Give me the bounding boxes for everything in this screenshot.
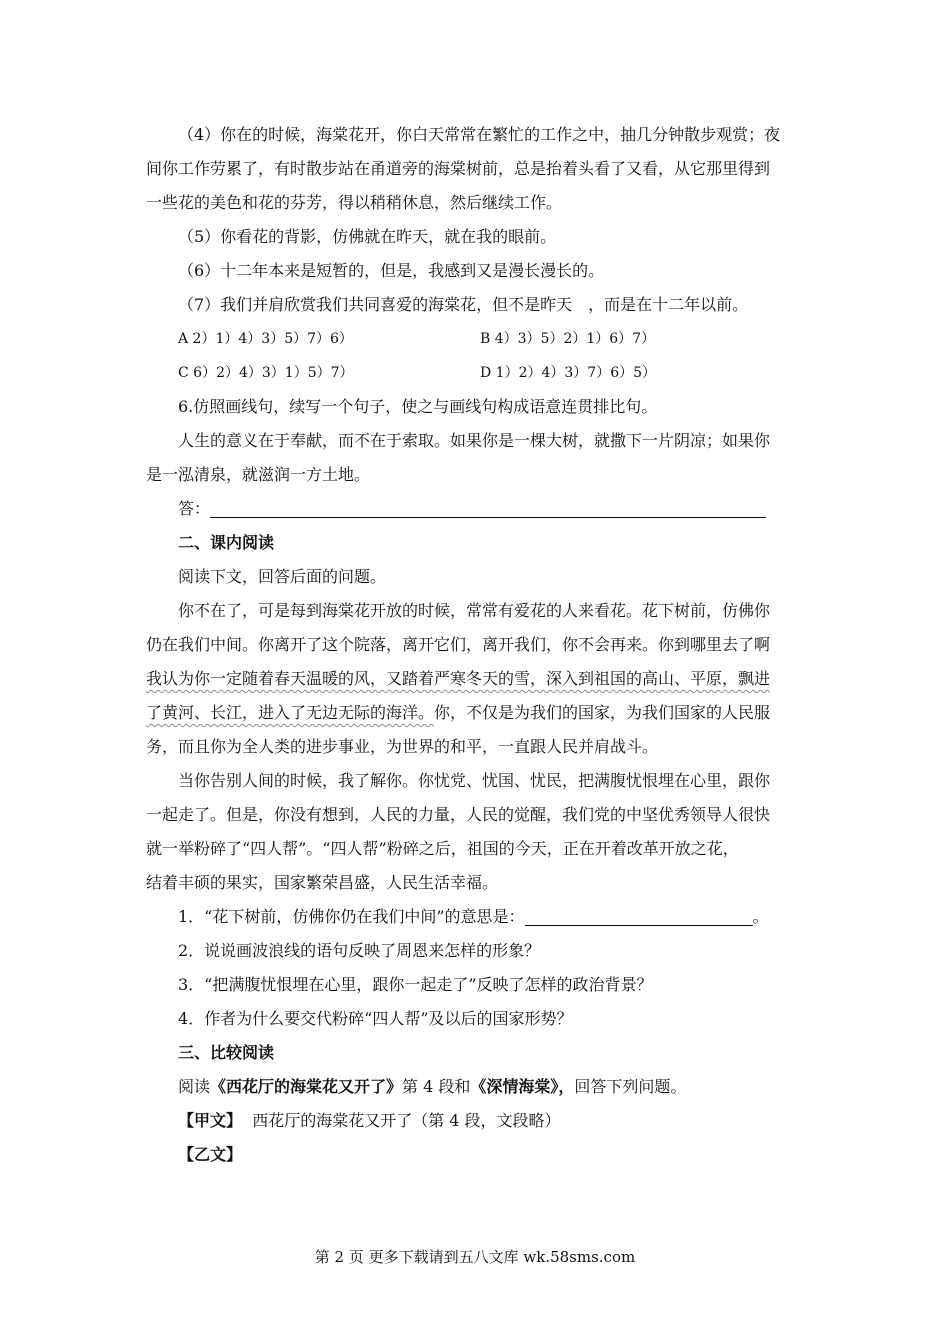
option-a: A 2）1）4）3）5）7）6） (178, 331, 353, 347)
passage-1-line-4-rest: 你，不仅是为我们的国家，为我们国家的人民服 (434, 703, 771, 722)
page-footer: 第 2 页 更多下载请到五八文库 wk.58sms.com (314, 1248, 636, 1266)
text-jia-label: 【甲文】 (178, 1111, 243, 1130)
options-row-2 (146, 356, 810, 390)
item-5: （5）你看花的背影，仿佛就在昨天，就在我的眼前。 (178, 227, 557, 246)
passage-1-line-4 (146, 696, 810, 730)
option-b: B 4）3）5）2）1）6）7） (480, 331, 656, 347)
wavy-underlined-sentence-part-1: 我认为你一定随着春天温暖的风，又踏着严寒冬天的雪，深入到祖国的高山、平原，飘进 (146, 669, 771, 688)
section-3-heading: 三、比较阅读 (178, 1043, 275, 1062)
question-6-prompt: 6.仿照画线句，续写一个句子，使之与画线句构成语意连贯排比句。 (178, 397, 658, 416)
answer-label: 答： (178, 499, 211, 518)
section-2-heading: 二、课内阅读 (178, 533, 275, 552)
question-2: 2．说说画波浪线的语句反映了周恩来怎样的形象？ (178, 941, 541, 960)
passage-2-line-4: 结着丰硕的果实，国家繁荣昌盛，人民生活幸福。 (146, 873, 499, 892)
section-3-instruction (146, 1070, 810, 1104)
section-2-instruction: 阅读下文，回答后面的问题。 (178, 567, 387, 586)
passage-2-line-1: 当你告别人间的时候，我了解你。你忧党、忧国、忧民，把满腹忧恨埋在心里，跟你 (178, 771, 771, 790)
text-jia-content: 西花厅的海棠花又开了（第 4 段，文段略） (252, 1111, 561, 1130)
question-1-blank[interactable] (525, 907, 753, 926)
item-4-line-3: 一些花的美色和花的芬芳，得以稍稍休息，然后继续工作。 (146, 193, 563, 212)
item-6: （6）十二年本来是短暂的，但是，我感到又是漫长漫长的。 (178, 261, 605, 280)
passage-1-line-2: 仍在我们中间。你离开了这个院落，离开它们，离开我们，你不会再来。你到哪里去了啊 (146, 635, 771, 654)
question-6-answer (146, 492, 810, 526)
answer-blank-line[interactable] (210, 499, 766, 518)
options-row-1 (146, 322, 810, 356)
passage-1-line-3 (146, 662, 810, 696)
option-d: D 1）2）4）3）7）6）5） (480, 365, 657, 381)
title-1: 《西花厅的海棠花又开了》 (210, 1077, 403, 1096)
content-body (146, 118, 810, 1172)
item-4-line-2: 间你工作劳累了，有时散步站在甬道旁的海棠树前，总是抬着头看了又看，从它那里得到 (146, 159, 771, 178)
passage-1-line-1: 你不在了，可是每到海棠花开放的时候，常常有爱花的人来看花。花下树前，仿佛你 (178, 601, 771, 620)
question-6-text-line-2: 是一泓清泉，就滋润一方土地。 (146, 465, 371, 484)
question-4: 4．作者为什么要交代粉碎“四人帮”及以后的国家形势？ (178, 1009, 573, 1028)
option-c: C 6）2）4）3）1）5）7） (178, 365, 354, 381)
passage-1-line-5: 务，而且你为全人类的进步事业，为世界的和平，一直跟人民并肩战斗。 (146, 737, 659, 756)
question-6-text-line-1: 人生的意义在于奉献，而不在于索取。如果你是一棵大树，就撒下一片阴凉；如果你 (178, 431, 771, 450)
text-jia (146, 1104, 810, 1138)
text-yi-label: 【乙文】 (178, 1145, 243, 1164)
title-2: 《深情海棠》， (470, 1077, 575, 1096)
passage-2-line-2: 一起走了。但是，你没有想到，人民的力量，人民的觉醒，我们党的中坚优秀领导人很快 (146, 805, 771, 824)
passage-2-line-3: 就一举粉碎了“四人帮”。“四人帮”粉碎之后，祖国的今天，正在开着改革开放之花， (146, 839, 739, 858)
question-1 (146, 900, 810, 934)
item-7: （7）我们并肩欣赏我们共同喜爱的海棠花，但不是昨天 ，而是在十二年以前。 (178, 295, 749, 314)
wavy-underlined-sentence-part-2: 了黄河、长江，进入了无边无际的海洋。 (146, 703, 435, 722)
instr-post: 回答下列问题。 (574, 1077, 687, 1096)
instr-mid: 第 4 段和 (402, 1077, 471, 1096)
question-3: 3．“把满腹忧恨埋在心里，跟你一起走了”反映了怎样的政治背景？ (178, 975, 653, 994)
question-1-text: 1．“花下树前，仿佛你仍在我们中间”的意思是： (178, 907, 525, 926)
question-1-end: 。 (752, 907, 769, 926)
item-4-line-1: （4）你在的时候，海棠花开，你白天常常在繁忙的工作之中，抽几分钟散步观赏；夜 (178, 125, 781, 144)
instr-pre: 阅读 (178, 1077, 211, 1096)
